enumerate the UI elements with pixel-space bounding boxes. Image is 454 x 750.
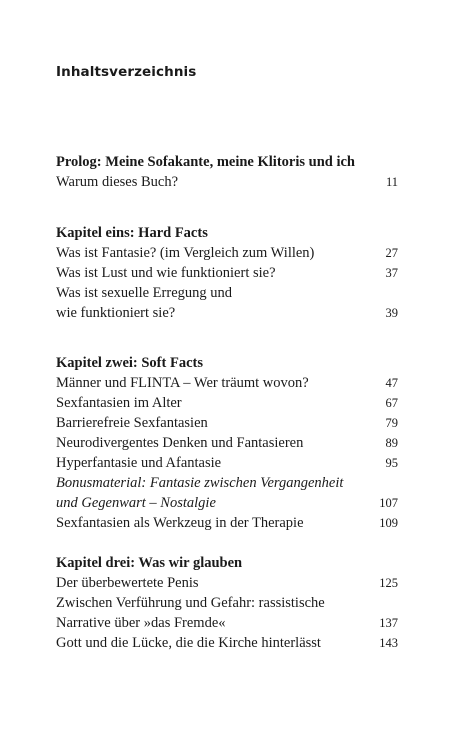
entry-page-number: 67 bbox=[385, 396, 398, 410]
toc-entry bbox=[56, 573, 398, 593]
entry-title-italic-continued: und Gegenwart – Nostalgie bbox=[56, 495, 216, 511]
entry-page-number: 39 bbox=[385, 306, 398, 320]
toc-entry bbox=[56, 613, 398, 633]
entry-page-number: 79 bbox=[385, 416, 398, 430]
toc-entry bbox=[56, 303, 398, 323]
entry-page-number: 95 bbox=[385, 456, 398, 470]
toc-entry bbox=[56, 433, 398, 453]
entry-title: Barrierefreie Sexfantasien bbox=[56, 415, 208, 431]
entry-page-number: 47 bbox=[385, 376, 398, 390]
page-heading: Inhaltsverzeichnis bbox=[56, 64, 197, 80]
entry-title-continued: Narrative über »das Fremde« bbox=[56, 615, 226, 631]
entry-title: Warum dieses Buch? bbox=[56, 174, 179, 190]
entry-title: Hyperfantasie und Afantasie bbox=[56, 455, 222, 471]
toc-entry bbox=[56, 513, 398, 533]
entry-title: Der überbewertete Penis bbox=[56, 575, 199, 591]
chapter-title: Kapitel drei: Was wir glauben bbox=[56, 555, 243, 571]
entry-page-number: 37 bbox=[385, 266, 398, 280]
entry-title: Was ist Fantasie? (im Vergleich zum Willen) bbox=[56, 245, 315, 261]
entry-title: Was ist Lust und wie funktioniert sie? bbox=[56, 265, 276, 281]
toc-entry bbox=[56, 373, 398, 393]
entry-page-number: 11 bbox=[385, 175, 398, 189]
entry-page-number: 125 bbox=[379, 576, 398, 590]
entry-page-number: 109 bbox=[379, 516, 398, 530]
toc-entry bbox=[56, 413, 398, 433]
entry-title: Sexfantasien im Alter bbox=[56, 395, 182, 411]
entry-title: Männer und FLINTA – Wer träumt wovon? bbox=[56, 375, 309, 391]
toc-entry bbox=[56, 263, 398, 283]
toc-entry bbox=[56, 633, 398, 653]
toc-chapter-prolog bbox=[56, 152, 398, 192]
entry-title: Gott und die Lücke, die die Kirche hinterlässt bbox=[56, 635, 321, 651]
entry-title: Sexfantasien als Werkzeug in der Therapie bbox=[56, 515, 304, 531]
entry-title: Zwischen Verführung und Gefahr: rassistische bbox=[56, 595, 325, 611]
entry-page-number: 27 bbox=[385, 246, 398, 260]
entry-title: Neurodivergentes Denken und Fantasieren bbox=[56, 435, 304, 451]
toc-chapter-eins bbox=[56, 223, 398, 323]
toc-entry bbox=[56, 453, 398, 473]
toc-chapter-zwei bbox=[56, 353, 398, 533]
entry-title-continued: wie funktioniert sie? bbox=[56, 305, 176, 321]
toc-entry bbox=[56, 493, 398, 513]
chapter-title: Kapitel zwei: Soft Facts bbox=[56, 355, 203, 371]
entry-title: Was ist sexuelle Erregung und bbox=[56, 285, 233, 301]
entry-title-italic: Bonusmaterial: Fantasie zwischen Vergangenheit bbox=[56, 475, 344, 491]
toc-entry bbox=[56, 393, 398, 413]
toc-entry-line bbox=[56, 593, 398, 613]
toc-entry bbox=[56, 172, 398, 192]
chapter-title: Prolog: Meine Sofakante, meine Klitoris und ich bbox=[56, 154, 355, 170]
toc-chapter-drei bbox=[56, 553, 398, 653]
entry-page-number: 107 bbox=[379, 496, 398, 510]
toc-entry-line bbox=[56, 473, 398, 493]
entry-page-number: 137 bbox=[379, 616, 398, 630]
entry-page-number: 143 bbox=[379, 636, 398, 650]
toc-entry bbox=[56, 243, 398, 263]
chapter-title: Kapitel eins: Hard Facts bbox=[56, 225, 208, 241]
toc-entry-line bbox=[56, 283, 398, 303]
entry-page-number: 89 bbox=[385, 436, 398, 450]
